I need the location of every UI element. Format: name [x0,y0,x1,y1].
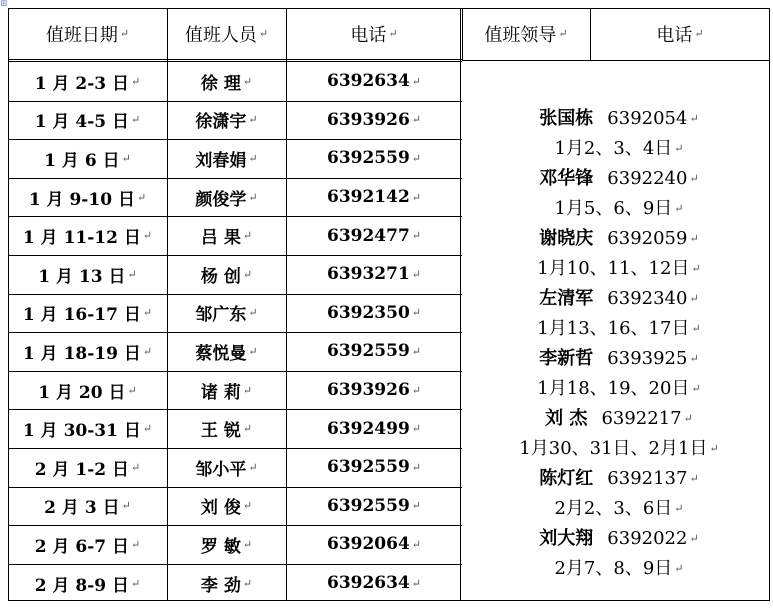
row-date-text: 1 月 30-31 日 [22,421,141,442]
paragraph-mark-icon: ↵ [142,229,153,243]
row-phone-text: 6393926 [326,380,410,401]
leader-name-line [468,284,770,314]
paragraph-mark-icon: ↵ [689,112,699,125]
leader-dates-line [468,434,770,464]
leader-dates-line [468,134,770,164]
row-divider [8,178,462,179]
row-phone-text: 6392634 [326,573,410,594]
paragraph-mark-icon: ↵ [689,172,699,185]
row-phone [286,564,462,603]
leader-dates-line [468,314,770,344]
leader-name-line [468,464,770,494]
leader-phone: 6392137 [607,468,688,489]
row-phone [286,139,462,178]
row-phone [286,178,462,217]
leader-dates: 1月18、19、20日 [537,378,690,399]
row-person [167,255,286,294]
header-divider [462,60,770,61]
row-date [8,332,167,371]
paragraph-mark-icon: ↵ [248,113,258,127]
row-phone-text: 6392559 [326,495,410,516]
row-date-text: 2 月 3 日 [44,498,120,519]
paragraph-mark-icon: ↵ [121,151,131,165]
row-date [8,564,167,603]
row-phone-text: 6393926 [326,109,410,130]
leader-name: 谢晓庆 [539,228,594,249]
paragraph-mark-icon: ↵ [411,576,422,590]
leader-dates-line [468,254,770,284]
leader-dates: 1月2、3、4日 [554,138,673,159]
paragraph-mark-icon: ↵ [248,151,258,165]
duty-roster-table [8,8,770,601]
leader-phone: 6392340 [607,288,688,309]
leader-phone: 6393925 [607,348,688,369]
row-date-text: 1 月 18-19 日 [22,343,141,364]
paragraph-mark-icon: ↵ [691,262,701,275]
paragraph-mark-icon: ↵ [142,422,153,436]
row-person [167,564,286,603]
leader-name: 陈灯红 [539,468,594,489]
leader-phone: 6392059 [607,228,688,249]
row-date-text: 2 月 1-2 日 [34,459,130,480]
row-date [8,216,167,255]
row-date [8,294,167,333]
paragraph-mark-icon: ↵ [411,537,422,551]
leader-phone: 6392054 [607,108,688,129]
row-date-text: 2 月 6-7 日 [34,536,130,557]
paragraph-mark-icon: ↵ [242,229,253,243]
row-divider [8,448,462,449]
row-phone-text: 6392064 [326,534,410,555]
leader-dates: 2月2、3、6日 [554,498,673,519]
row-person-text: 李 劲 [200,575,241,596]
row-person-text: 罗 敏 [200,536,241,557]
header-divider [8,59,462,60]
paragraph-mark-icon: ↵ [121,499,131,513]
paragraph-mark-icon: ↵ [411,74,422,88]
row-phone [286,216,462,255]
header-leader-phone [590,8,770,59]
column-divider [286,8,287,601]
row-divider [8,216,462,217]
leader-name: 刘大翔 [539,528,594,549]
column-divider [462,8,463,60]
row-date [8,255,167,294]
paragraph-mark-icon: ↵ [131,74,141,88]
row-person-text: 王 锐 [200,421,241,442]
leader-dates-line [468,194,770,224]
paragraph-mark-icon: ↵ [242,537,253,551]
column-divider [167,8,168,601]
leader-name-line [468,524,770,554]
leader-dates: 1月5、6、9日 [554,198,673,219]
paragraph-mark-icon: ↵ [127,267,137,281]
paragraph-mark-icon: ↵ [258,27,269,40]
header-phone [286,8,462,59]
row-date [8,409,167,448]
paragraph-mark-icon: ↵ [119,27,130,40]
row-person [167,62,286,101]
paragraph-mark-icon: ↵ [689,352,699,365]
header-phone-label: 电话 [350,24,387,46]
paragraph-mark-icon: ↵ [411,499,422,513]
paragraph-mark-icon: ↵ [691,382,701,395]
leader-phone: 6392022 [607,528,688,549]
paragraph-mark-icon: ↵ [242,267,253,281]
row-date-text: 1 月 20 日 [38,382,126,403]
table-border-right [769,8,770,601]
paragraph-mark-icon: ↵ [142,306,153,320]
leader-phone: 6392217 [601,408,682,429]
row-phone-text: 6392634 [326,71,410,92]
row-date-text: 1 月 13 日 [38,266,126,287]
leader-name-line [468,404,770,434]
row-person [167,409,286,448]
table-border-left [8,8,9,601]
row-date [8,487,167,526]
row-phone [286,101,462,140]
row-phone-text: 6392559 [326,148,410,169]
row-person-text: 吕 果 [200,228,241,249]
header-leader-label: 值班领导 [484,24,557,46]
row-person-text: 诸 莉 [200,382,241,403]
paragraph-mark-icon: ↵ [674,142,684,155]
paragraph-mark-icon: ↵ [131,537,141,551]
row-phone-text: 6393271 [326,264,410,285]
row-person-text: 刘 俊 [200,498,241,519]
row-divider [8,139,462,140]
paragraph-mark-icon: ↵ [411,306,422,320]
row-date [8,525,167,564]
leader-dates: 2月7、8、9日 [554,558,673,579]
row-phone-text: 6392477 [326,225,410,246]
paragraph-mark-icon: ↵ [131,460,141,474]
paragraph-mark-icon: ↵ [248,344,258,358]
row-date-text: 1 月 4-5 日 [34,112,130,133]
paragraph-mark-icon: ↵ [411,229,422,243]
row-person [167,178,286,217]
row-person-text: 徐 理 [200,73,241,94]
table-border-top [8,8,770,9]
row-person-text: 邹小平 [195,459,247,480]
row-person-text: 刘春娟 [195,150,247,171]
row-divider [8,294,462,295]
paragraph-mark-icon: ↵ [411,151,422,165]
row-divider [8,332,462,333]
paragraph-mark-icon: ↵ [242,422,253,436]
row-divider [8,564,462,565]
row-phone [286,62,462,101]
paragraph-mark-icon: ↵ [242,499,253,513]
column-divider [590,8,591,60]
row-person [167,294,286,333]
paragraph-mark-icon: ↵ [136,190,147,204]
header-date-label: 值班日期 [45,24,118,46]
paragraph-mark-icon: ↵ [127,383,137,397]
paragraph-mark-icon: ↵ [689,472,699,485]
paragraph-mark-icon: ↵ [689,532,699,545]
row-phone [286,294,462,333]
row-phone [286,332,462,371]
leader-dates-line [468,494,770,524]
row-person [167,216,286,255]
paragraph-mark-icon: ↵ [242,383,253,397]
row-phone-text: 6392559 [326,457,410,478]
row-phone-text: 6392559 [326,341,410,362]
table-border-bottom [8,600,770,601]
row-divider [8,371,462,372]
paragraph-mark-icon: ↵ [689,232,699,245]
row-person [167,371,286,410]
leader-dates-line [468,374,770,404]
paragraph-mark-icon: ↵ [411,190,422,204]
row-phone [286,487,462,526]
paragraph-mark-icon: ↵ [242,74,253,88]
row-phone-text: 6392350 [326,302,410,323]
paragraph-mark-icon: ↵ [691,322,701,335]
row-person [167,487,286,526]
paragraph-mark-icon: ↵ [131,113,141,127]
row-person [167,332,286,371]
header-leader-phone-label: 电话 [656,24,693,46]
row-phone-text: 6392142 [326,187,410,208]
row-date-text: 1 月 6 日 [44,150,120,171]
header-leader [462,8,590,59]
header-person [167,8,286,59]
leader-name-line [468,164,770,194]
row-divider [8,255,462,256]
row-divider [8,101,462,102]
leader-name: 张国栋 [539,108,594,129]
leader-list [468,104,770,584]
paragraph-mark-icon: ↵ [411,267,422,281]
leader-dates: 1月10、11、12日 [537,258,690,279]
row-person-text: 颜俊学 [195,189,247,210]
row-phone [286,371,462,410]
row-phone [286,409,462,448]
row-date [8,101,167,140]
paragraph-mark-icon: ↵ [248,190,258,204]
row-date-text: 1 月 9-10 日 [28,189,135,210]
leader-phone: 6392240 [607,168,688,189]
row-person-text: 徐潇宇 [195,112,247,133]
paragraph-mark-icon: ↵ [411,113,422,127]
table-move-handle-icon[interactable]: ⊞ [0,0,8,9]
paragraph-mark-icon: ↵ [411,422,422,436]
header-date [8,8,167,59]
paragraph-mark-icon: ↵ [142,344,153,358]
row-date [8,139,167,178]
row-date-text: 2 月 8-9 日 [34,575,130,596]
row-date-text: 1 月 11-12 日 [22,228,141,249]
leader-name-line [468,344,770,374]
leader-name: 李新哲 [539,348,594,369]
paragraph-mark-icon: ↵ [709,442,719,455]
row-date [8,448,167,487]
paragraph-mark-icon: ↵ [242,576,253,590]
row-divider [8,409,462,410]
row-person-text: 杨 创 [200,266,241,287]
row-phone [286,525,462,564]
paragraph-mark-icon: ↵ [674,202,684,215]
paragraph-mark-icon: ↵ [411,344,422,358]
leader-name: 刘 杰 [545,408,588,429]
row-person [167,525,286,564]
row-date [8,62,167,101]
paragraph-mark-icon: ↵ [388,27,398,40]
paragraph-mark-icon: ↵ [674,562,684,575]
paragraph-mark-icon: ↵ [248,306,258,320]
leader-dates-line [468,554,770,584]
row-date-text: 1 月 16-17 日 [22,305,141,326]
row-person [167,139,286,178]
leader-name-line [468,224,770,254]
paragraph-mark-icon: ↵ [683,412,693,425]
column-divider [460,8,461,601]
row-date [8,371,167,410]
paragraph-mark-icon: ↵ [248,460,258,474]
row-divider [8,487,462,488]
paragraph-mark-icon: ↵ [674,502,684,515]
row-person [167,101,286,140]
paragraph-mark-icon: ↵ [689,292,699,305]
leader-name: 邓华锋 [539,168,594,189]
leader-dates: 1月13、16、17日 [537,318,690,339]
paragraph-mark-icon: ↵ [411,383,422,397]
leader-name: 左清军 [539,288,594,309]
row-phone [286,448,462,487]
paragraph-mark-icon: ↵ [131,576,141,590]
row-phone-text: 6392499 [326,418,410,439]
row-divider [8,525,462,526]
row-person [167,448,286,487]
paragraph-mark-icon: ↵ [558,27,568,40]
row-person-text: 蔡悦曼 [195,343,247,364]
header-divider [8,61,462,62]
row-person-text: 邹广东 [195,305,247,326]
row-date-text: 1 月 2-3 日 [34,73,130,94]
paragraph-mark-icon: ↵ [694,27,704,40]
paragraph-mark-icon: ↵ [411,460,422,474]
row-phone [286,255,462,294]
row-date [8,178,167,217]
leader-dates: 1月30、31日、2月1日 [519,438,708,459]
leader-name-line [468,104,770,134]
header-person-label: 值班人员 [184,24,257,46]
